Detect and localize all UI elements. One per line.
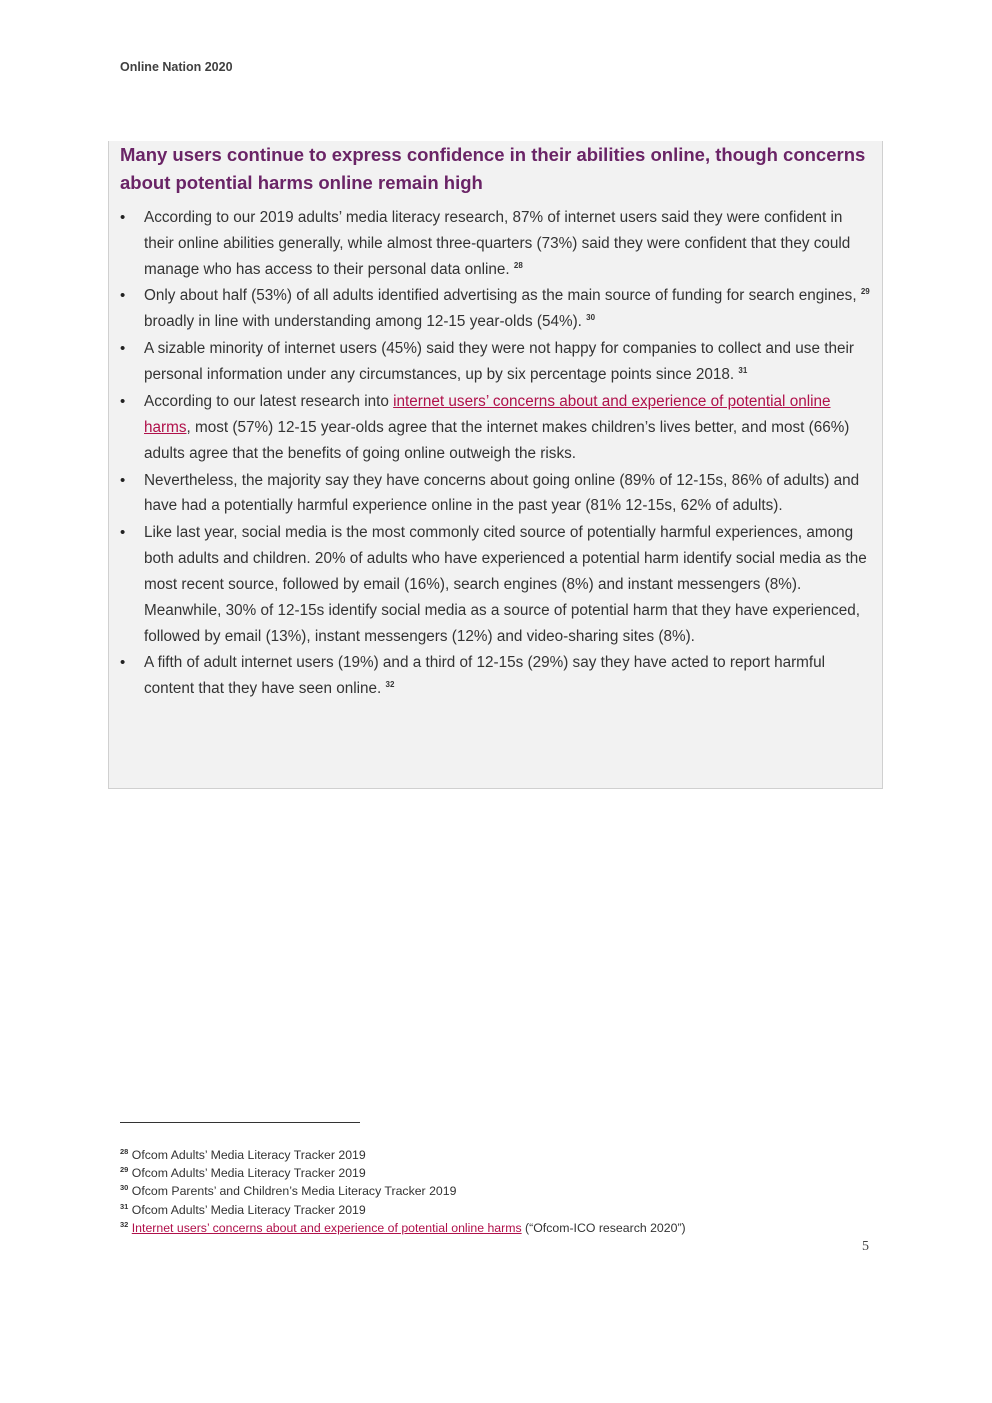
bullet-icon: •	[120, 287, 126, 305]
findings-list	[120, 205, 874, 702]
footnote-ref[interactable]: 31	[738, 365, 748, 375]
bullet-icon: •	[120, 654, 126, 672]
footnote: $^{32}$ Internet users’ concerns about and experience of potential online harms (“Ofcom-ICO research 2020”)	[120, 1219, 686, 1235]
online-harms-research-link[interactable]: internet users’ concerns about and experience of potential online harms	[144, 392, 831, 436]
footnote-divider	[120, 1122, 360, 1123]
footnote: $^{29}$ Ofcom Adults’ Media Literacy Tracker 2019	[120, 1165, 366, 1181]
bullet-icon: •	[120, 340, 126, 358]
footnote: $^{30}$ Ofcom Parents’ and Children’s Media Literacy Tracker 2019	[120, 1183, 457, 1199]
bullet-icon: •	[120, 524, 126, 542]
box-title: Many users continue to express confidence in their abilities online, though concerns about potential harms online remain high	[120, 144, 866, 193]
footnote-ref[interactable]: 30	[586, 313, 596, 323]
list-item: • A fifth of adult internet users (19%) and a third of 12-15s (29%) say they have acted to report harmful content that they have seen online. $^{32}$	[120, 650, 874, 702]
footnote-ref[interactable]: 28	[513, 260, 523, 270]
list-item: • Nevertheless, the majority say they have concerns about going online (89% of 12-15s, 86% of adults) and have had a potentially harmful experience online in the past year (81% 12-15s, 62% of adults).	[120, 468, 874, 520]
footnote-ref[interactable]: 32	[385, 680, 395, 690]
footnote-link[interactable]: Internet users’ concerns about and experience of potential online harms	[131, 1220, 522, 1235]
list-item: • Like last year, social media is the most commonly cited source of potentially harmful experiences, among both adults and children. 20% of adults who have experienced a potential harm identify social media as the most recent source, followed by email (16%), search engines (8%) and instant messengers (8%). Meanwhile, 30% of 12-15s identify social media as a source of potential harm that they have experienced, followed by email (13%), instant messengers (12%) and video-sharing sites (8%).	[120, 520, 874, 649]
list-item: • Only about half (53%) of all adults identified advertising as the main source of funding for search engines, $^{29}$ broadly in line with understanding among 12-15 year-olds (54%). $^{30}$	[120, 283, 874, 335]
footnote: $^{28}$ Ofcom Adults’ Media Literacy Tracker 2019	[120, 1146, 366, 1162]
footnote: $^{31}$ Ofcom Adults’ Media Literacy Tracker 2019	[120, 1201, 366, 1217]
bullet-icon: •	[120, 471, 126, 489]
list-item: • According to our latest research into internet users’ concerns about and experience of potential online harms, most (57%) 12-15 year-olds agree that the internet makes children’s lives better, and most (66%) adults agree that the benefits of going online outweigh the risks.	[120, 389, 874, 466]
footnote-ref[interactable]: 29	[860, 287, 870, 297]
bullet-icon: •	[120, 392, 126, 410]
list-item: • According to our 2019 adults’ media literacy research, 87% of internet users said they were confident in their online abilities generally, while almost three-quarters (73%) said they were confident that they could manage who has access to their personal data online. $^{28}$	[120, 205, 874, 282]
footnotes	[120, 1146, 686, 1237]
key-findings-box	[108, 141, 883, 789]
page-number: 5	[862, 1239, 869, 1254]
list-item: • A sizable minority of internet users (45%) said they were not happy for companies to collect and use their personal information under any circumstances, up by six percentage points since 2018. $^{31}$	[120, 336, 874, 388]
bullet-icon: •	[120, 209, 126, 226]
document-header: Online Nation 2020	[120, 60, 233, 74]
